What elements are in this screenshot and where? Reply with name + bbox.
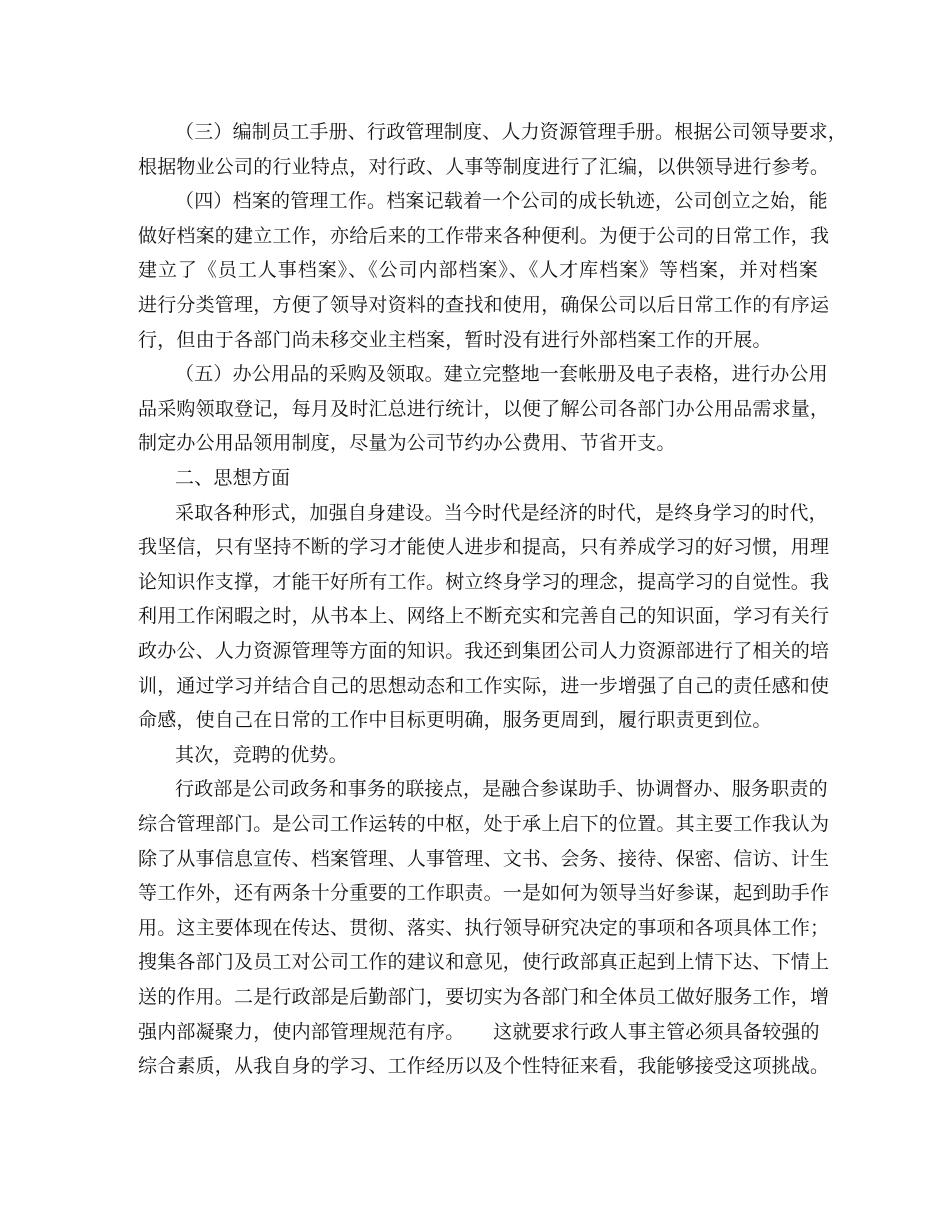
text-line: 利用工作闲暇之时，从书本上、网络上不断充实和完善自己的知识面，学习有关行 xyxy=(138,605,830,628)
text-line: 论知识作支撑，才能干好所有工作。树立终身学习的理念，提高学习的自觉性。我 xyxy=(138,570,830,593)
text-line: （五）办公用品的采购及领取。建立完整地一套帐册及电子表格，进行办公用 xyxy=(175,363,828,386)
text-line: 综合素质，从我自身的学习、工作经历以及个性特征来看，我能够接受这项挑战。 xyxy=(138,1055,830,1078)
text-line: 命感，使自己在日常的工作中目标更明确，服务更周到，履行职责更到位。 xyxy=(138,709,772,732)
text-line: 进行分类管理，方便了领导对资料的查找和使用，确保公司以后日常工作的有序运 xyxy=(138,294,830,316)
text-line: 制定办公用品领用制度，尽量为公司节约办公费用、节省开支。 xyxy=(138,432,676,455)
text-line: 行政部是公司政务和事务的联接点，是融合参谋助手、协调督办、服务职责的 xyxy=(175,778,828,801)
text-line: 采取各种形式，加强自身建设。当今时代是经济的时代，是终身学习的时代， xyxy=(175,501,828,524)
text-line: 训，通过学习并结合自己的思想动态和工作实际，进一步增强了自己的责任感和使 xyxy=(138,674,830,697)
text-line: 搜集各部门及员工对公司工作的建议和意见，使行政部真正起到上情下达、下情上 xyxy=(138,951,830,974)
text-line: 二、思想方面 xyxy=(175,467,291,489)
text-line: 做好档案的建立工作，亦给后来的工作带来各种便利。为便于公司的日常工作，我 xyxy=(138,224,830,247)
text-line: 建立了《员工人事档案》、《公司内部档案》、《人才库档案》等档案，并对档案 xyxy=(138,259,818,282)
text-line: （三）编制员工手册、行政管理制度、人力资源管理手册。根据公司领导要求， xyxy=(175,121,848,143)
text-line: 其次，竞聘的优势。 xyxy=(175,743,348,766)
text-line: 送的作用。二是行政部是后勤部门，要切实为各部门和全体员工做好服务工作，增 xyxy=(138,986,830,1008)
text-line: 我坚信，只有坚持不断的学习才能使人进步和提高，只有养成学习的好习惯，用理 xyxy=(138,536,830,559)
text-line: （四）档案的管理工作。档案记载着一个公司的成长轨迹，公司创立之始，能 xyxy=(175,190,828,213)
text-line: 强内部凝聚力，使内部管理规范有序。 这就要求行政人事主管必须具备较强的 xyxy=(138,1020,820,1043)
text-line: 品采购领取登记，每月及时汇总进行统计，以便了解公司各部门办公用品需求量， xyxy=(138,397,830,420)
text-line: 用。这主要体现在传达、贯彻、落实、执行领导研究决定的事项和各项具体工作； xyxy=(138,916,830,939)
text-line: 根据物业公司的行业特点，对行政、人事等制度进行了汇编，以供领导进行参考。 xyxy=(138,155,830,178)
text-line: 综合管理部门。是公司工作运转的中枢，处于承上启下的位置。其主要工作我认为 xyxy=(138,813,830,835)
text-line: 等工作外，还有两条十分重要的工作职责。一是如何为领导当好参谋，起到助手作 xyxy=(138,882,830,905)
text-line: 政办公、人力资源管理等方面的知识。我还到集团公司人力资源部进行了相关的培 xyxy=(138,640,830,662)
text-line: 除了从事信息宣传、档案管理、人事管理、文书、会务、接待、保密、信访、计生 xyxy=(138,847,830,870)
text-line: 行，但由于各部门尚未移交业主档案，暂时没有进行外部档案工作的开展。 xyxy=(138,328,772,351)
